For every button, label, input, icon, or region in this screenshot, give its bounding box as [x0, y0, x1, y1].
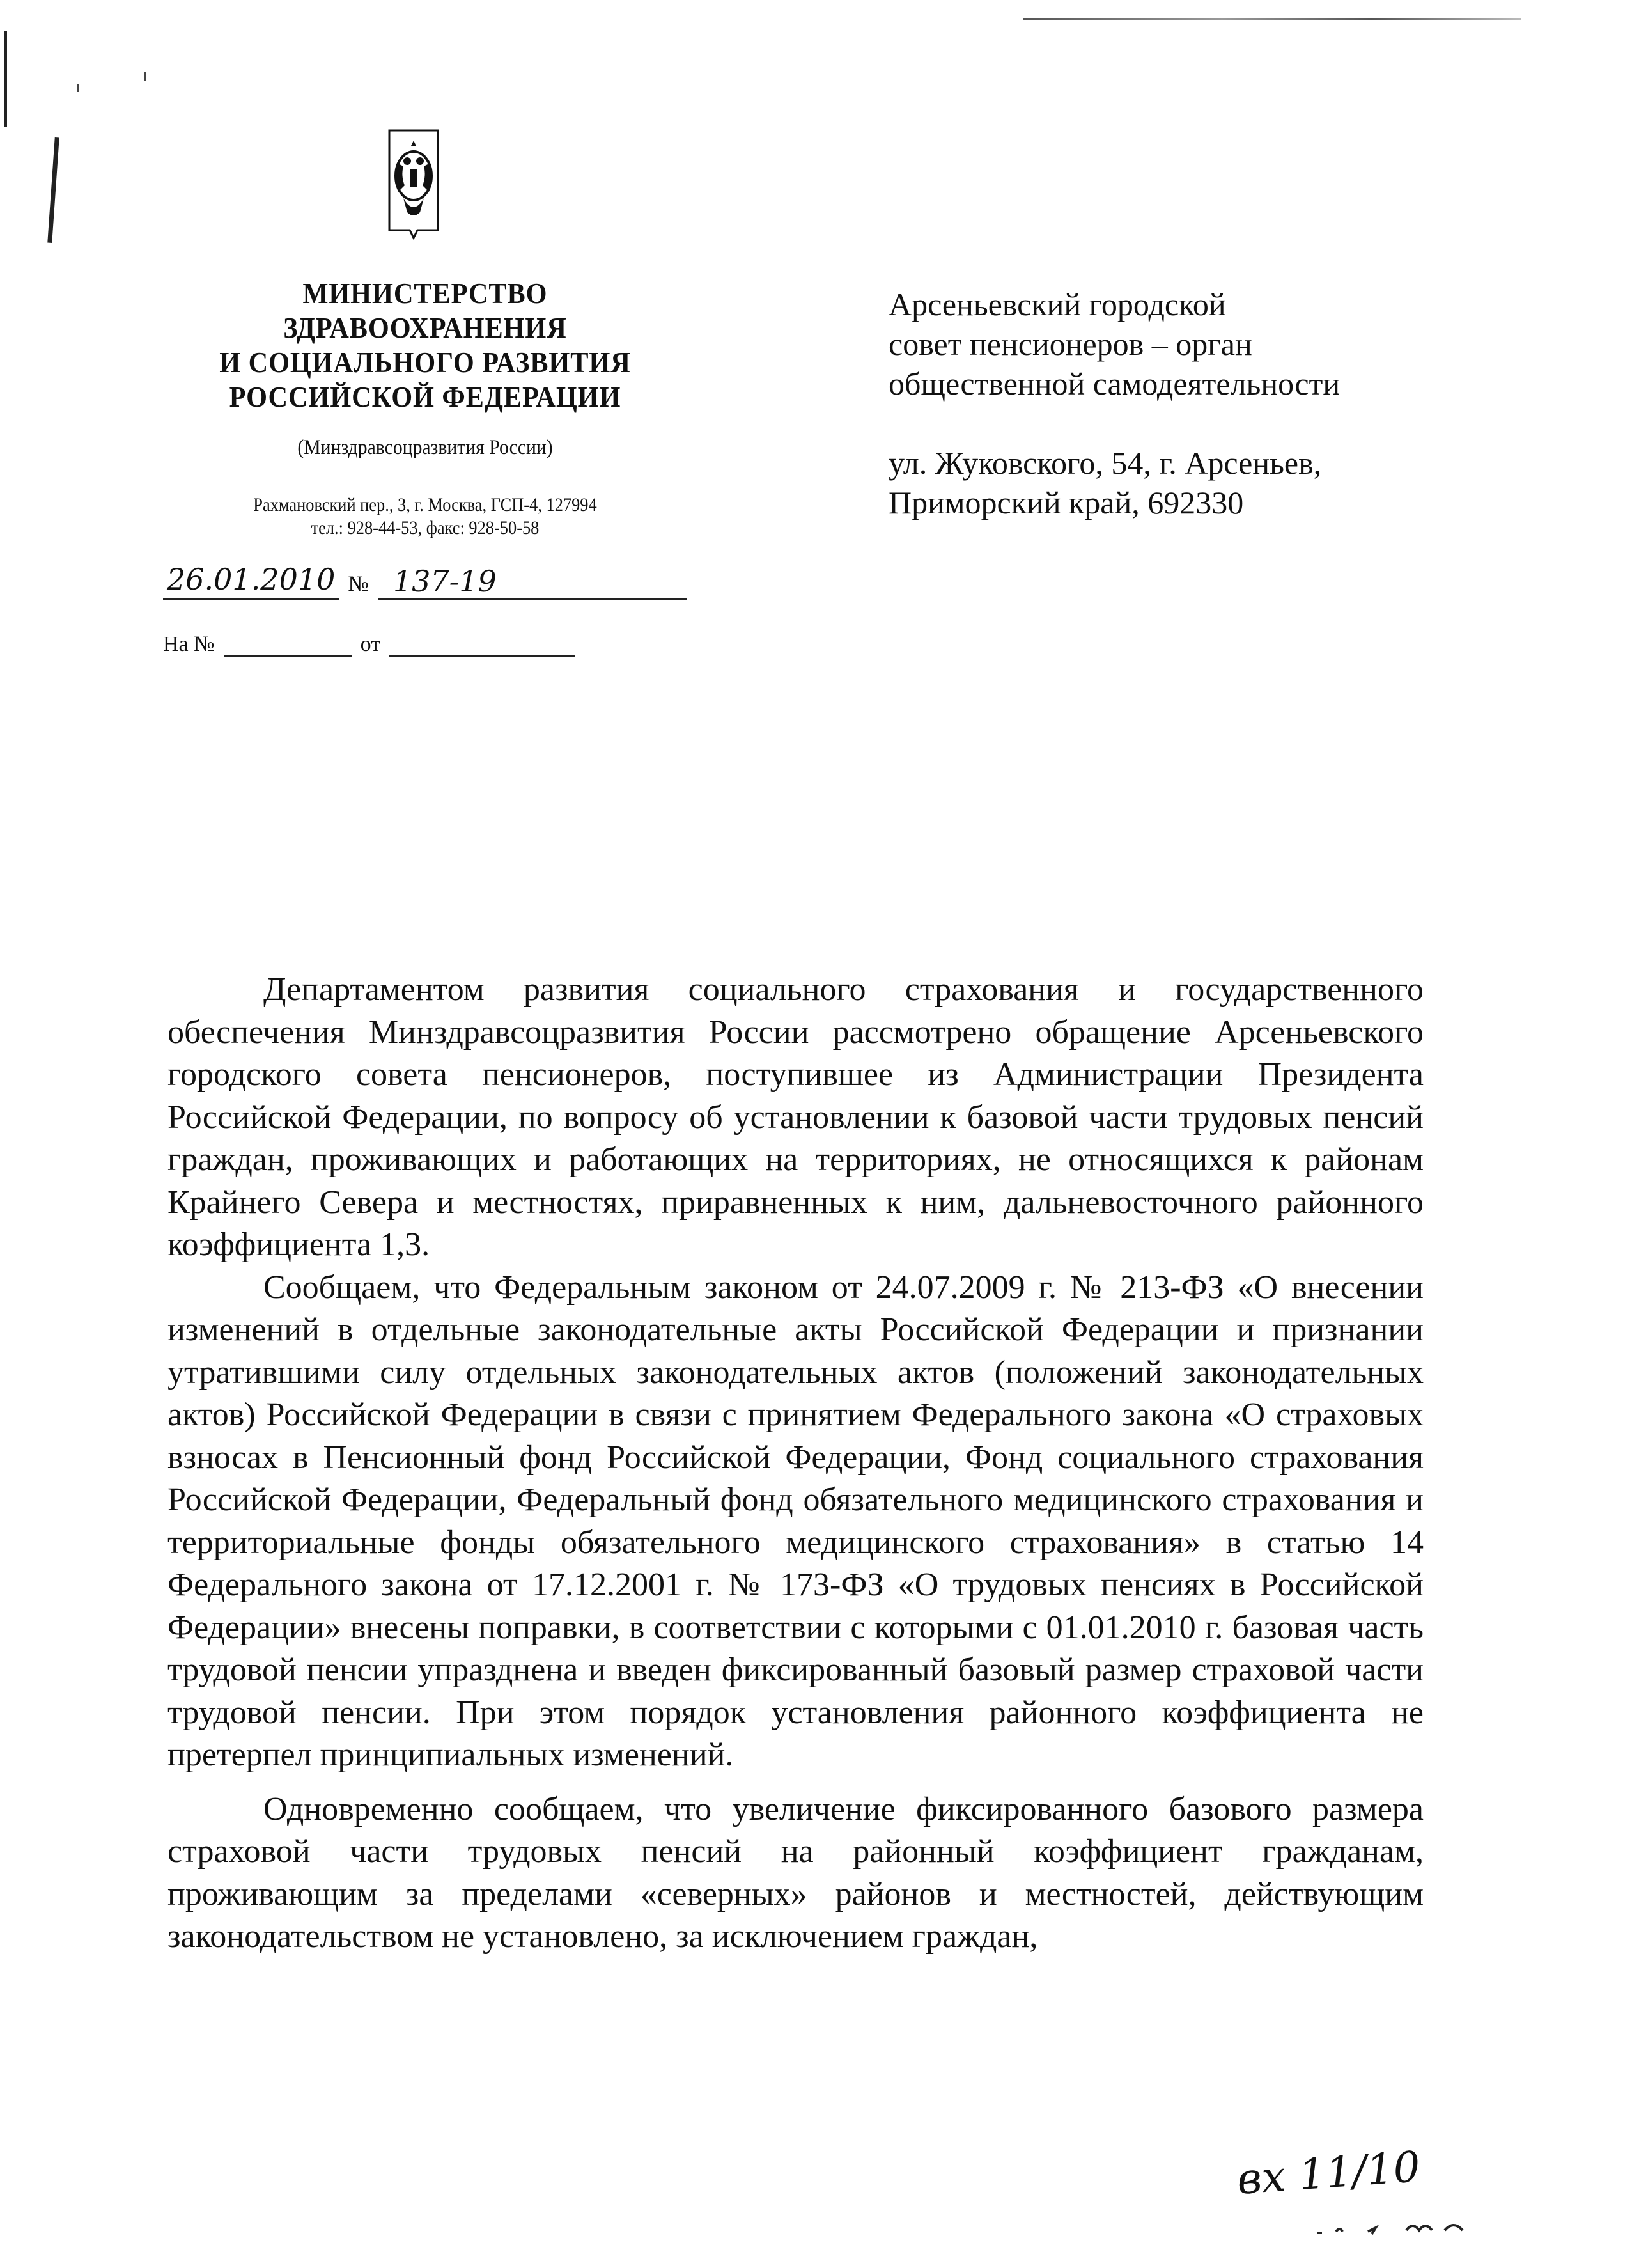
- scan-footer-scribble: [1310, 2219, 1489, 2238]
- registration-date: 26.01.2010: [163, 561, 339, 600]
- body-paragraph: Департаментом развития социального страхования и государственного обеспечения Минздравсоцразвития России рассмотрено обращение Арсеньевского городского совета пенсионеров, поступившее из Администрации Президента Российской Федерации, по вопросу об установлении к базовой части трудовых пенсий граждан, проживающих и работающих на территориях, не относящихся к районам Крайнего Севера и местностях, приравненных к ним, дальневосточного районного коэффициента 1,3.: [167, 971, 1424, 1263]
- ministry-name: [184, 276, 666, 414]
- recipient-block: [889, 285, 1464, 522]
- coat-of-arms-emblem: [387, 128, 440, 243]
- reference-row: [163, 622, 687, 657]
- scan-pen-stroke: [47, 137, 59, 243]
- body-paragraph: Сообщаем, что Федеральным законом от 24.07.2009 г. № 213-ФЗ «О внесении изменений в отдельные законодательные акты Российской Федерации и признании утратившими силу отдельных законодательных актов (положений законодательных актов) Российской Федерации в связи с принятием Федерального закона «О страховых взносах в Пенсионный фонд Российской Федерации, Фонд социального страхования Российской Федерации, Федеральный фонд обязательного медицинского страхования и территориальные фонды обязательного медицинского страхования» в статью 14 Федерального закона от 17.12.2001 г. № 173-ФЗ «О трудовых пенсиях в Российской Федерации» внесены поправки, в соответствии с которыми с 01.01.2010 г. базовая часть трудовой пенсии упразднена и введен фиксированный базовый размер страховой части трудовой пенсии. При этом порядок установления районного коэффициента не претерпел принципиальных изменений.: [167, 1269, 1424, 1773]
- recipient-address-line: ул. Жуковского, 54, г. Арсеньев,: [889, 445, 1322, 481]
- recipient-line: общественной самодеятельности: [889, 366, 1341, 402]
- letter-body: [167, 969, 1424, 1959]
- registration-number: 137-19: [378, 563, 687, 600]
- scan-speck: [144, 72, 146, 81]
- reference-date-blank: [389, 636, 575, 657]
- ministry-name-line: МИНИСТЕРСТВО: [302, 277, 548, 309]
- ministry-address: Рахмановский пер., 3, г. Москва, ГСП-4, 127994: [253, 494, 597, 515]
- ministry-contacts: тел.: 928-44-53, факс: 928-50-58: [311, 517, 540, 538]
- body-paragraph: Одновременно сообщаем, что увеличение фиксированного базового размера страховой части трудовых пенсий на районный коэффициент гражданам, проживающим за пределами «северных» районов и местностей, действующим законодательством не установлено, за исключением граждан,: [167, 1790, 1424, 1955]
- recipient-address-line: Приморский край, 692330: [889, 485, 1244, 520]
- registration-number-label: №: [348, 572, 369, 596]
- recipient-line: Арсеньевский городской: [889, 286, 1226, 322]
- scan-speck: [77, 84, 79, 92]
- ministry-name-line: РОССИЙСКОЙ ФЕДЕРАЦИИ: [229, 380, 621, 413]
- ministry-name-line: И СОЦИАЛЬНОГО РАЗВИТИЯ: [219, 346, 631, 379]
- reference-number-label: На №: [163, 632, 215, 656]
- recipient-line: совет пенсионеров – орган: [889, 326, 1252, 362]
- scan-margin-line: [4, 31, 7, 127]
- inbound-registration-mark: вх 11/10: [1235, 2142, 1422, 2204]
- ministry-short-name: (Минздравсоцразвития России): [297, 436, 553, 459]
- reference-number-blank: [224, 636, 352, 657]
- scan-top-rule: [1023, 18, 1521, 20]
- ministry-address-block: [194, 494, 656, 540]
- ministry-name-line: ЗДРАВООХРАНЕНИЯ: [283, 311, 567, 344]
- registration-row: [163, 558, 687, 600]
- reference-from-label: от: [360, 632, 381, 656]
